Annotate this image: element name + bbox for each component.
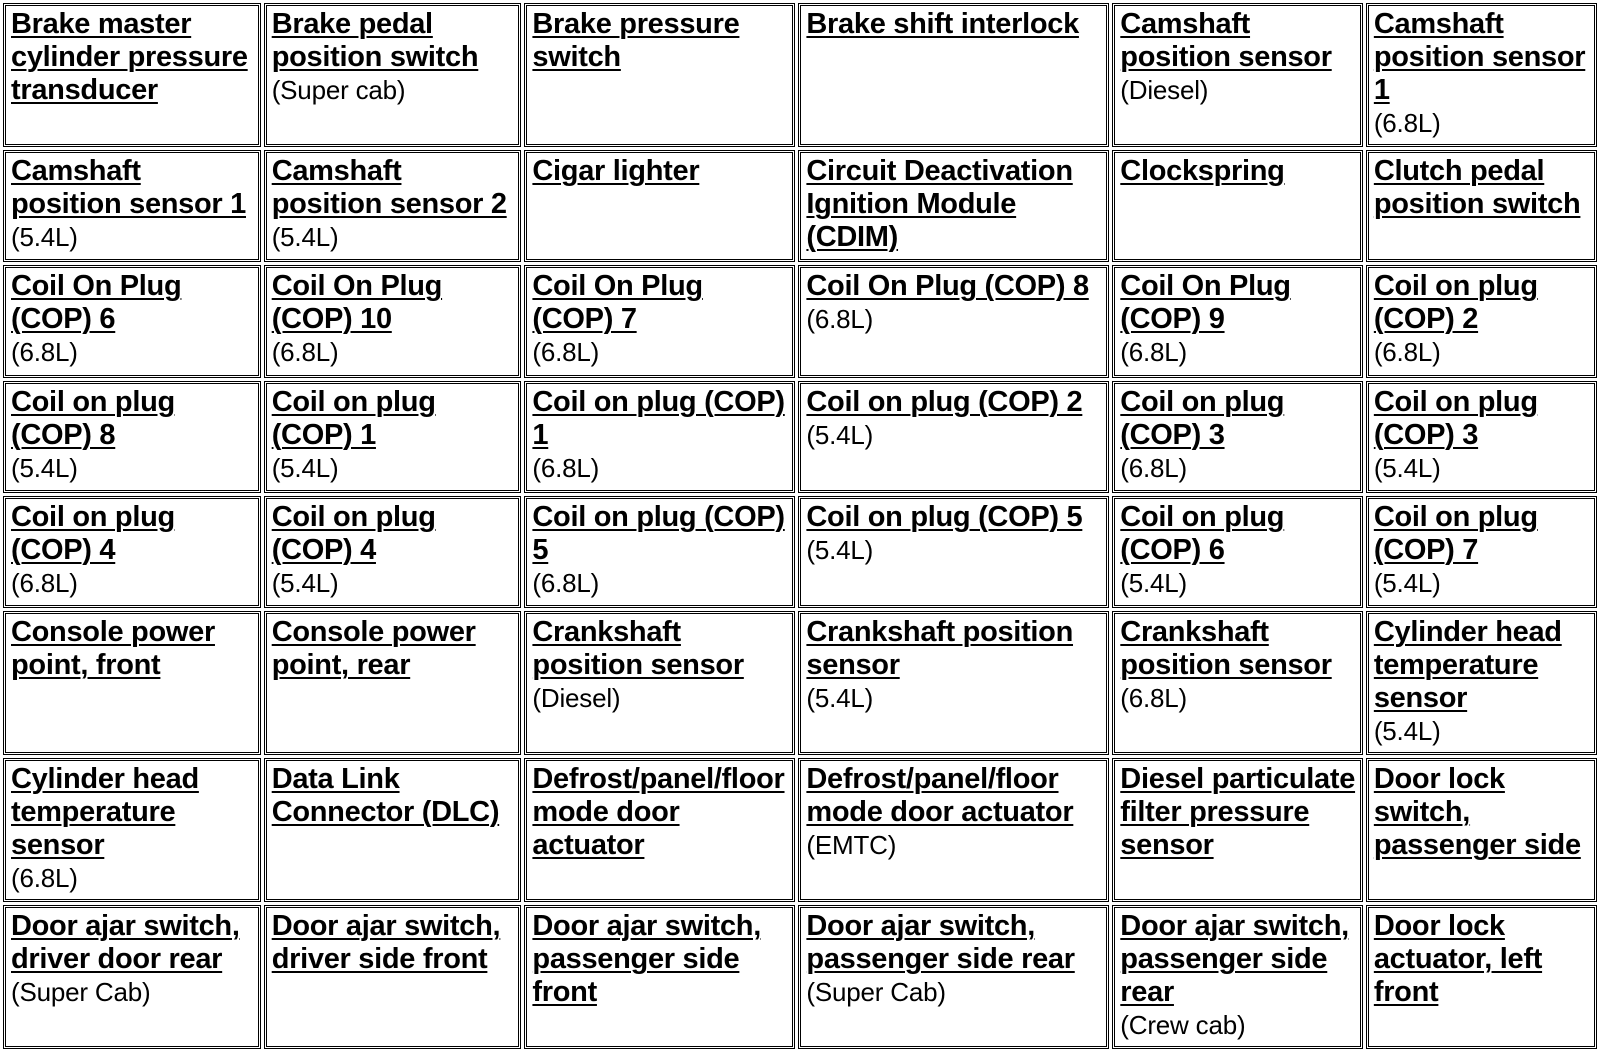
component-link[interactable]: Coil On Plug (COP) 10 <box>271 270 443 336</box>
component-link[interactable]: Door ajar switch, driver door rear <box>11 910 240 975</box>
table-cell <box>264 265 522 377</box>
component-link[interactable]: Data Link Connector (DLC) <box>271 763 500 829</box>
component-note: (Diesel) <box>532 683 621 714</box>
table-cell <box>524 611 795 755</box>
table-cell <box>798 3 1109 147</box>
component-link[interactable]: Coil on plug (COP) 3 <box>1120 385 1285 451</box>
component-note: (5.4L) <box>271 567 339 598</box>
table-cell <box>1112 611 1363 755</box>
table-cell <box>264 758 522 902</box>
table-cell <box>798 265 1109 377</box>
component-link[interactable]: Brake master cylinder pressure transducer <box>11 8 248 106</box>
component-link[interactable]: Coil on plug (COP) 1 <box>532 385 785 451</box>
table-cell <box>3 496 261 608</box>
table-cell <box>524 381 795 493</box>
table-row <box>3 905 1597 1049</box>
component-link[interactable]: Cigar lighter <box>532 154 700 187</box>
table-cell <box>798 150 1109 262</box>
component-note: (Super Cab) <box>806 977 946 1007</box>
component-link[interactable]: Cylinder head temperature sensor <box>11 763 199 862</box>
component-note: (5.4L) <box>1373 452 1441 483</box>
table-cell <box>798 381 1109 493</box>
component-note: (5.4L) <box>1373 567 1441 598</box>
component-link[interactable]: Coil On Plug (COP) 6 <box>11 270 182 336</box>
component-link[interactable]: Coil on plug (COP) 5 <box>806 500 1083 533</box>
component-link[interactable]: Coil On Plug (COP) 8 <box>806 270 1089 303</box>
component-link[interactable]: Console power point, front <box>11 616 215 682</box>
component-link[interactable]: Brake shift interlock <box>806 8 1079 40</box>
component-note: (6.8L) <box>1120 337 1188 368</box>
table-cell <box>3 381 261 493</box>
component-link[interactable]: Door ajar switch, driver side front <box>271 910 501 975</box>
component-note: (6.8L) <box>532 567 600 598</box>
table-row <box>3 3 1597 147</box>
table-cell <box>1112 905 1363 1049</box>
table-cell <box>264 3 522 147</box>
component-note: (6.8L) <box>1120 683 1188 714</box>
table-row <box>3 381 1597 493</box>
table-cell <box>264 496 522 608</box>
component-note: (5.4L) <box>271 221 339 252</box>
component-index-body <box>3 3 1597 1049</box>
table-cell <box>1366 496 1597 608</box>
component-link[interactable]: Clockspring <box>1120 154 1285 187</box>
component-note: (5.4L) <box>806 419 874 450</box>
component-note: (6.8L) <box>1373 337 1441 368</box>
component-link[interactable]: Coil on plug (COP) 2 <box>806 385 1083 418</box>
table-cell <box>3 611 261 755</box>
component-note: (Super cab) <box>271 75 406 105</box>
component-note: (6.8L) <box>11 567 78 598</box>
table-row <box>3 758 1597 902</box>
table-cell <box>524 905 795 1049</box>
table-cell <box>1366 611 1597 755</box>
component-link[interactable]: Coil on plug (COP) 3 <box>1373 385 1538 451</box>
component-link[interactable]: Coil on plug (COP) 1 <box>271 385 436 451</box>
component-note: (6.8L) <box>1373 108 1441 138</box>
component-link[interactable]: Camshaft position sensor <box>1120 8 1332 73</box>
component-note: (5.4L) <box>11 452 78 483</box>
component-note: (5.4L) <box>1120 567 1188 598</box>
component-link[interactable]: Clutch pedal position switch <box>1373 154 1581 220</box>
component-link[interactable]: Door ajar switch, passenger side rear <box>806 910 1075 975</box>
component-link[interactable]: Door ajar switch, passenger side rear <box>1120 910 1349 1008</box>
component-link[interactable]: Door lock switch, passenger side <box>1373 763 1581 862</box>
table-cell <box>524 496 795 608</box>
component-note: (6.8L) <box>1120 452 1188 483</box>
component-link[interactable]: Defrost/panel/floor mode door actuator <box>806 763 1074 829</box>
component-link[interactable]: Coil on plug (COP) 4 <box>271 500 436 566</box>
table-cell <box>264 905 522 1049</box>
table-row <box>3 150 1597 262</box>
component-link[interactable]: Crankshaft position sensor <box>532 616 744 682</box>
table-row <box>3 611 1597 755</box>
table-cell <box>1366 150 1597 262</box>
table-cell <box>1112 265 1363 377</box>
table-cell <box>524 265 795 377</box>
component-note: (5.4L) <box>1373 716 1441 747</box>
component-link[interactable]: Circuit Deactivation Ignition Module (CDIM) <box>806 154 1073 253</box>
table-cell <box>264 611 522 755</box>
component-link[interactable]: Defrost/panel/floor mode door actuator <box>532 763 785 862</box>
table-cell <box>524 758 795 902</box>
table-cell <box>1366 3 1597 147</box>
component-link[interactable]: Coil on plug (COP) 2 <box>1373 270 1538 336</box>
component-note: (5.4L) <box>271 452 339 483</box>
component-link[interactable]: Camshaft position sensor 2 <box>271 154 507 220</box>
table-cell <box>1112 758 1363 902</box>
component-link[interactable]: Door ajar switch, passenger side front <box>532 910 761 1008</box>
table-cell <box>3 905 261 1049</box>
component-link[interactable]: Coil on plug (COP) 8 <box>11 385 175 451</box>
component-link[interactable]: Coil On Plug (COP) 7 <box>532 270 703 336</box>
component-link[interactable]: Coil on plug (COP) 4 <box>11 500 175 566</box>
component-note: (EMTC) <box>806 830 897 861</box>
table-cell <box>524 3 795 147</box>
table-row <box>3 265 1597 377</box>
component-link[interactable]: Coil On Plug (COP) 9 <box>1120 270 1291 336</box>
component-note: (6.8L) <box>532 452 600 483</box>
component-link[interactable]: Crankshaft position sensor <box>806 616 1074 682</box>
component-link[interactable]: Coil on plug (COP) 6 <box>1120 500 1285 566</box>
component-link[interactable]: Console power point, rear <box>271 616 476 682</box>
component-note: (6.8L) <box>11 863 78 894</box>
table-cell <box>798 496 1109 608</box>
component-link[interactable]: Coil on plug (COP) 7 <box>1373 500 1538 566</box>
component-note: (6.8L) <box>11 337 78 368</box>
table-cell <box>264 150 522 262</box>
component-note: (Super Cab) <box>11 977 151 1007</box>
component-note: (5.4L) <box>806 683 874 714</box>
component-link[interactable]: Camshaft position sensor 1 <box>11 154 246 220</box>
table-cell <box>798 758 1109 902</box>
table-cell <box>1366 905 1597 1049</box>
table-cell <box>3 3 261 147</box>
component-link[interactable]: Brake pedal position switch <box>271 8 479 73</box>
component-link[interactable]: Door lock actuator, left front <box>1373 910 1543 1008</box>
table-cell <box>1112 150 1363 262</box>
component-link[interactable]: Diesel particulate filter pressure sensor <box>1120 763 1356 862</box>
table-row <box>3 496 1597 608</box>
component-link[interactable]: Camshaft position sensor 1 <box>1373 8 1586 106</box>
component-link[interactable]: Brake pressure switch <box>532 8 740 73</box>
table-cell <box>1112 496 1363 608</box>
component-note: (5.4L) <box>806 534 874 565</box>
table-cell <box>3 758 261 902</box>
component-link[interactable]: Crankshaft position sensor <box>1120 616 1332 682</box>
table-cell <box>3 265 261 377</box>
table-cell <box>798 905 1109 1049</box>
component-note: (6.8L) <box>532 337 600 368</box>
table-cell <box>264 381 522 493</box>
component-note: (6.8L) <box>271 337 339 368</box>
component-link[interactable]: Cylinder head temperature sensor <box>1373 616 1562 715</box>
component-note: (5.4L) <box>11 221 78 252</box>
table-cell <box>798 611 1109 755</box>
table-cell <box>1366 758 1597 902</box>
component-note: (Crew cab) <box>1120 1010 1246 1040</box>
table-cell <box>1112 381 1363 493</box>
component-note: (6.8L) <box>806 304 874 335</box>
table-cell <box>1366 265 1597 377</box>
table-cell <box>1112 3 1363 147</box>
table-cell <box>524 150 795 262</box>
table-cell <box>1366 381 1597 493</box>
component-link[interactable]: Coil on plug (COP) 5 <box>532 500 785 566</box>
table-cell <box>3 150 261 262</box>
component-note: (Diesel) <box>1120 75 1209 105</box>
